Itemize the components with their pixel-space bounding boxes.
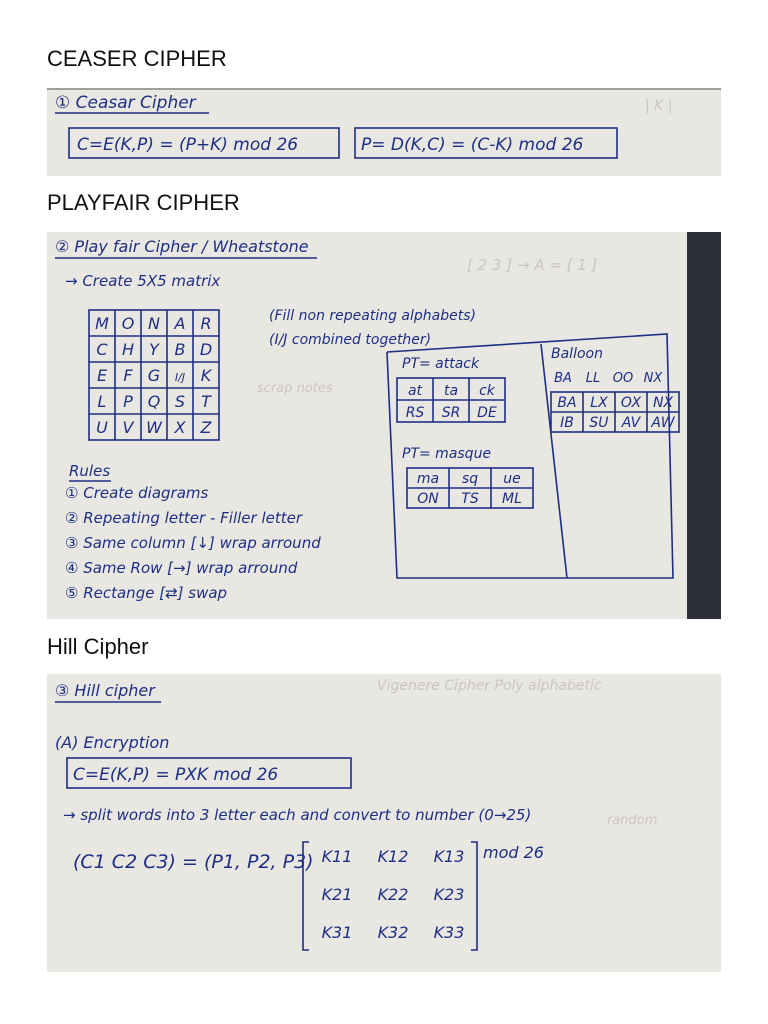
example3-split: LL bbox=[585, 371, 601, 386]
playfair-rule-item: ③ Same column [↓] wrap arround bbox=[65, 534, 321, 552]
example2-cell: ON bbox=[417, 491, 439, 507]
hill-mod: mod 26 bbox=[483, 843, 544, 862]
hill-section: (A) Encryption bbox=[55, 733, 170, 752]
playfair-rules-title: Rules bbox=[69, 462, 111, 480]
key-matrix-cell: K11 bbox=[321, 847, 353, 866]
matrix-cell: L bbox=[97, 392, 107, 411]
hill-note-title: ③ Hill cipher bbox=[55, 681, 155, 700]
example1-cell: DE bbox=[477, 405, 497, 421]
example3-split: OO bbox=[612, 371, 634, 386]
caesar-decrypt-formula: P= D(K,C) = (C-K) mod 26 bbox=[361, 135, 584, 155]
matrix-cell: S bbox=[174, 392, 186, 411]
caesar-encrypt-formula: C=E(K,P) = (P+K) mod 26 bbox=[77, 135, 299, 155]
matrix-cell: B bbox=[174, 340, 186, 359]
matrix-cell: M bbox=[95, 314, 109, 333]
example3-cell: SU bbox=[589, 415, 609, 431]
example3-cell: OX bbox=[620, 395, 642, 411]
matrix-cell: E bbox=[96, 366, 108, 385]
key-matrix-cell: K12 bbox=[377, 847, 409, 866]
playfair-example3-table bbox=[551, 371, 679, 432]
caesar-note-photo bbox=[47, 88, 721, 176]
playfair-example1-table bbox=[397, 378, 505, 422]
matrix-cell: U bbox=[96, 418, 108, 437]
matrix-cell: T bbox=[201, 392, 211, 411]
matrix-cell: W bbox=[146, 418, 162, 437]
example3-cell: IB bbox=[560, 415, 574, 431]
matrix-cell: A bbox=[174, 314, 186, 333]
playfair-fill-note-2: (I/J combined together) bbox=[269, 332, 432, 348]
key-matrix-cell: K33 bbox=[433, 923, 465, 942]
key-matrix-cell: K13 bbox=[433, 847, 465, 866]
example3-cell: BA bbox=[557, 395, 577, 411]
key-matrix-cell: K21 bbox=[321, 885, 353, 904]
svg-text:random: random bbox=[607, 813, 658, 828]
matrix-cell: G bbox=[147, 366, 161, 385]
example2-cell: sq bbox=[461, 471, 479, 487]
playfair-note-title: ② Play fair Cipher / Wheatstone bbox=[55, 237, 309, 256]
hill-step: → split words into 3 letter each and convert to number (0→25) bbox=[63, 806, 532, 824]
example2-cell: TS bbox=[461, 491, 479, 507]
playfair-rule-item: ① Create diagrams bbox=[65, 484, 209, 502]
matrix-cell: O bbox=[121, 314, 135, 333]
matrix-cell: Y bbox=[149, 340, 159, 359]
svg-text:Vigenere Cipher Poly alphabeti: Vigenere Cipher Poly alphabetic bbox=[377, 678, 602, 694]
matrix-cell: N bbox=[148, 314, 160, 333]
matrix-cell: I/J bbox=[174, 371, 186, 384]
matrix-cell: H bbox=[121, 340, 135, 359]
matrix-cell: P bbox=[123, 392, 133, 411]
svg-text:| K |: | K | bbox=[645, 98, 673, 114]
example1-cell: SR bbox=[441, 405, 461, 421]
hill-key-matrix bbox=[322, 847, 465, 942]
example2-cell: ma bbox=[416, 471, 440, 487]
hill-note-photo bbox=[47, 674, 721, 972]
matrix-cell: X bbox=[174, 418, 186, 437]
matrix-cell: D bbox=[199, 340, 213, 359]
hill-lhs: (C1 C2 C3) = (P1, P2, P3) bbox=[73, 851, 314, 873]
matrix-cell: V bbox=[122, 418, 134, 437]
key-matrix-cell: K31 bbox=[321, 923, 353, 942]
playfair-example1-label: PT= attack bbox=[402, 356, 480, 372]
playfair-rule-item: ④ Same Row [→] wrap arround bbox=[65, 559, 298, 577]
example3-cell: NX bbox=[652, 395, 674, 411]
playfair-rule-item: ⑤ Rectange [⇄] swap bbox=[65, 584, 228, 602]
caesar-heading: CEASER CIPHER bbox=[47, 46, 227, 71]
hill-heading: Hill Cipher bbox=[47, 634, 149, 659]
playfair-rule-item: ② Repeating letter - Filler letter bbox=[65, 509, 303, 527]
key-matrix-cell: K22 bbox=[377, 885, 409, 904]
example1-cell: RS bbox=[405, 405, 425, 421]
playfair-note-photo bbox=[47, 232, 721, 619]
example3-cell: AV bbox=[621, 415, 641, 431]
matrix-cell: C bbox=[96, 340, 108, 359]
matrix-cell: F bbox=[123, 366, 133, 385]
playfair-step: → Create 5X5 matrix bbox=[65, 272, 221, 290]
matrix-cell: R bbox=[200, 314, 212, 333]
example2-cell: ue bbox=[503, 471, 521, 487]
playfair-fill-note-1: (Fill non repeating alphabets) bbox=[269, 308, 476, 324]
playfair-heading: PLAYFAIR CIPHER bbox=[47, 190, 240, 215]
playfair-example2-label: PT= masque bbox=[402, 446, 492, 462]
caesar-note-title: ① Ceasar Cipher bbox=[55, 93, 196, 113]
hill-formula: C=E(K,P) = PXK mod 26 bbox=[73, 765, 279, 785]
example3-cell: LX bbox=[590, 395, 608, 411]
example1-cell: ta bbox=[443, 383, 459, 399]
key-matrix-cell: K23 bbox=[433, 885, 465, 904]
example3-cell: AW bbox=[651, 415, 675, 431]
playfair-example3-label: Balloon bbox=[551, 346, 603, 362]
matrix-cell: Z bbox=[200, 418, 212, 437]
example1-cell: ck bbox=[479, 383, 495, 399]
example1-cell: at bbox=[407, 383, 423, 399]
playfair-matrix bbox=[89, 310, 219, 440]
svg-text:[ 2 3 ] → A = [ 1 ]: [ 2 3 ] → A = [ 1 ] bbox=[467, 256, 598, 274]
example3-split: BA bbox=[554, 371, 572, 386]
key-matrix-cell: K32 bbox=[377, 923, 409, 942]
matrix-cell: Q bbox=[147, 392, 161, 411]
example3-split: NX bbox=[643, 371, 663, 386]
example2-cell: ML bbox=[502, 491, 522, 507]
matrix-cell: K bbox=[200, 366, 212, 385]
playfair-example2-table bbox=[407, 468, 533, 508]
svg-text:scrap notes: scrap notes bbox=[257, 381, 333, 396]
